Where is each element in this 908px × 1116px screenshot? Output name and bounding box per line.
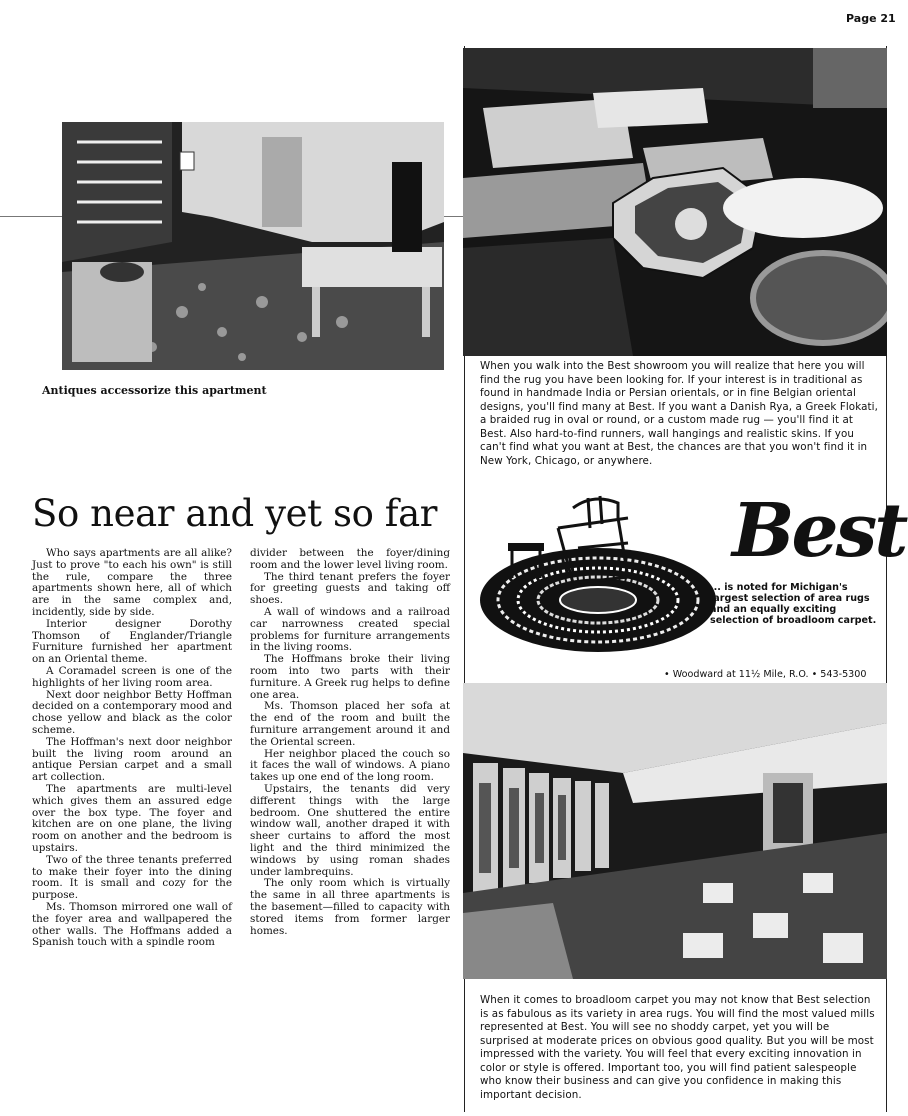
store-address: • Woodward at 11½ Mile, R.O. • 543-5300	[664, 669, 867, 680]
rug-showroom-photo	[463, 48, 887, 356]
article-paragraph: The Hoffman's next door neighbor built the living room around an antique Persian carpet and a small art collection.	[32, 735, 232, 784]
article-paragraph: Who says apartments are all alike? Just to prove "to each his own" is still the rule, compare the three apartments shown here, all of which are in the same complex and, incidently, side by side.	[32, 547, 232, 618]
best-tagline: ... is noted for Michigan's largest selection of area rugs and an equally exciting selection of broadloom carpet.	[710, 582, 877, 626]
article-paragraph: Her neighbor placed the couch so it faces the wall of windows. A piano takes up one end of the long room.	[250, 747, 450, 784]
article-paragraph: divider between the foyer/dining room and the lower level living room.	[250, 547, 450, 571]
photo-caption: Antiques accessorize this apartment	[42, 384, 267, 397]
article-paragraph: Two of the three tenants preferred to make their foyer into the dining room. It is small and cozy for the purpose.	[32, 853, 232, 902]
article-paragraph: Interior designer Dorothy Thomson of Englander/Triangle Furniture furnished her apartment on an Oriental theme.	[32, 617, 232, 666]
carpet-showroom-photo	[463, 683, 887, 979]
braided-rug-illustration	[478, 488, 718, 658]
article-paragraph: Ms. Thomson mirrored one wall of the foyer area and wallpapered the other walls. The Hoffmans added a Spanish touch with a spindle room	[32, 900, 232, 949]
headline: So near and yet so far	[32, 492, 438, 535]
article-column-2	[250, 548, 450, 937]
article-column-1	[32, 548, 232, 949]
page-number: Page 21	[846, 12, 896, 25]
article-paragraph: Upstairs, the tenants did very different things with the large bedroom. One shuttered the entire window wall, another draped it with sheer curtains to afford the most light and the third minimized the windows by using roman shades under lambrequins.	[250, 782, 450, 878]
article-paragraph: Next door neighbor Betty Hoffman decided on a contemporary mood and chose yellow and black as the color scheme.	[32, 688, 232, 736]
ad-closing-text: When it comes to broadloom carpet you may not know that Best selection is as fabulous as its variety in area rugs. You will find the most valued mills represented at Best. You will see no shoddy carpet, yet you will be surprised at moderate prices on obvious good quality. But you will be most impressed with the variety. You will feel that every exciting innovation in color or style is offered. Important too, you will find patient salespeople who know their business and can give you confidence in making this important decision.	[480, 994, 875, 1101]
article-paragraph: A wall of windows and a railroad car narrowness created special problems for furniture arrangements in the living rooms.	[250, 605, 450, 654]
article-paragraph: A Coramadel screen is one of the highlights of her living room area.	[32, 664, 232, 689]
article-paragraph: The only room which is virtually the same in all three apartments is the basement—filled to capacity with stored items from former larger homes.	[250, 877, 450, 937]
article-paragraph: The Hoffmans broke their living room into two parts with their furniture. A Greek rug helps to define one area.	[250, 653, 450, 701]
ad-intro-text: When you walk into the Best showroom you will realize that here you will find the rug you have been looking for. If your interest is in traditional as found in handmade India or Persian orientals, or in fine Belgian oriental designs, you'll find many at Best. If you want a Danish Rya, a Greek Flokati, a braided rug in oval or round, or a custom made rug — you'll find it at Best. Also hard-to-find runners, wall hangings and realistic skins. If you can't find what you want at Best, the chances are that you won't find it in New York, Chicago, or anywhere.	[480, 360, 878, 467]
apartment-photo	[62, 122, 444, 370]
article-paragraph: Ms. Thomson placed her sofa at the end of the room and built the furniture arrangement around it and the Oriental screen.	[250, 700, 450, 748]
article-paragraph: The apartments are multi-level which gives them an assured edge over the box type. The foyer and kitchen are on one plane, the living room on another and the bedroom is upstairs.	[32, 782, 232, 854]
article-paragraph: The third tenant prefers the foyer for greeting guests and taking off shoes.	[250, 570, 450, 607]
best-logo: Best	[732, 488, 906, 574]
